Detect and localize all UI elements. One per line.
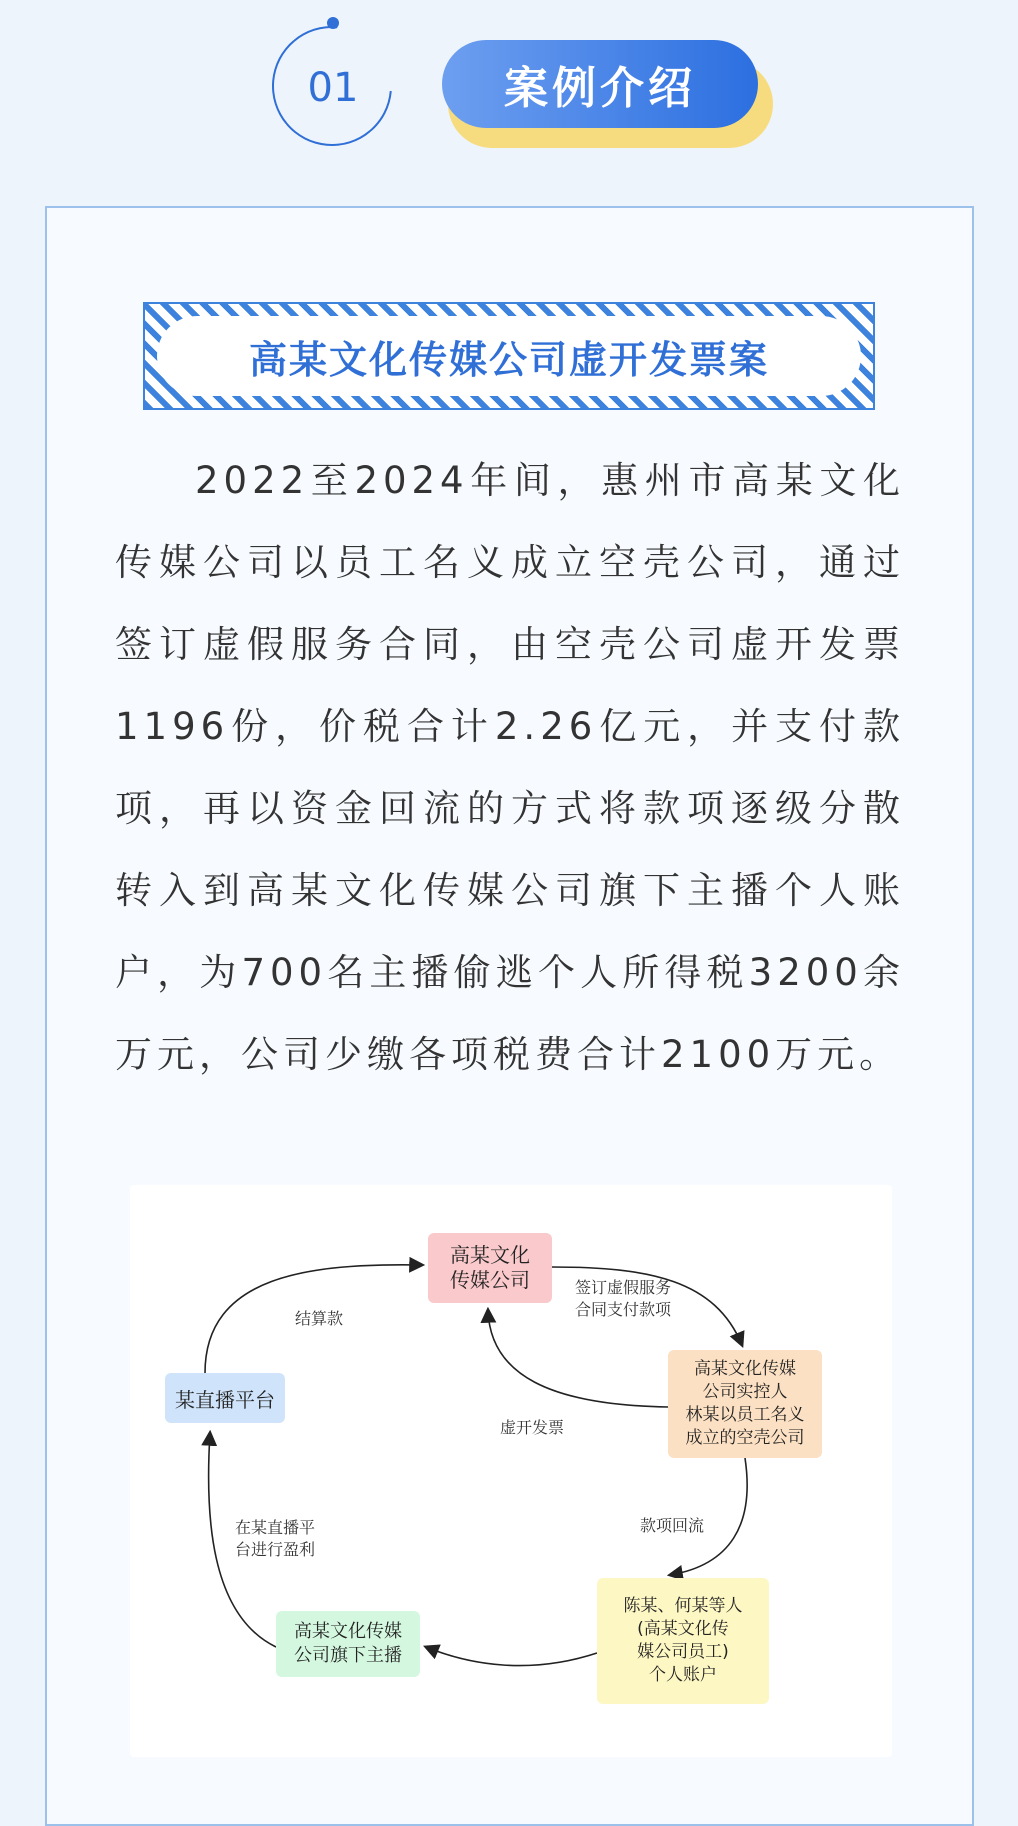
node-shell-company: 高某文化传媒 公司实控人 林某以员工名义 成立的空壳公司 — [668, 1350, 822, 1458]
label-profit: 在某直播平 台进行盈利 — [235, 1518, 316, 1559]
flow-diagram — [130, 1185, 892, 1757]
edge-shell-to-company — [488, 1310, 668, 1407]
section-title: 案例介绍 — [442, 40, 758, 128]
case-title: 高某文化传媒公司虚开发票案 — [157, 316, 861, 396]
node-company: 高某文化 传媒公司 — [428, 1233, 552, 1303]
section-number: 01 — [307, 65, 359, 111]
case-paragraph: 2022至2024年间，惠州市高某文化传媒公司以员工名义成立空壳公司，通过签订虚假服务合同，由空壳公司虚开发票1196份，价税合计2.26亿元，并支付款项，再以资金回流的方式将款项逐级分散转入到高某文化传媒公司旗下主播个人账户，为700名主播偷逃个人所得税3200余万元，公司少缴各项税费合计2100万元。 — [115, 459, 905, 1076]
node-platform: 某直播平台 — [165, 1373, 285, 1423]
label-sign-contract: 签订虚假服务 合同支付款项 — [575, 1278, 672, 1319]
section-ring-dot — [327, 17, 339, 29]
node-personal-accounts: 陈某、何某等人 (高某文化传 媒公司员工) 个人账户 — [597, 1578, 769, 1704]
edge-personal-to-anchor — [426, 1647, 597, 1666]
label-false-invoice: 虚开发票 — [500, 1418, 565, 1437]
label-money-return: 款项回流 — [640, 1516, 705, 1535]
node-anchors: 高某文化传媒 公司旗下主播 — [276, 1611, 420, 1677]
label-settlement: 结算款 — [295, 1309, 344, 1328]
case-title-banner — [143, 302, 875, 410]
